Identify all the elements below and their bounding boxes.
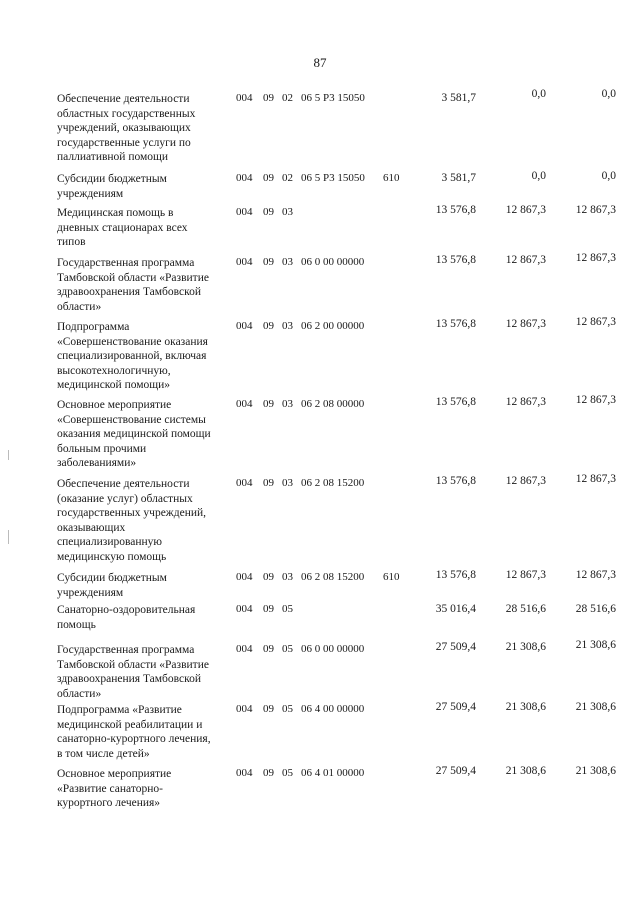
subsection-code: 05 — [282, 767, 293, 779]
sum-year-2: 21 308,6 — [505, 641, 546, 653]
ved-code: 004 — [236, 92, 253, 104]
sum-year-3: 12 867,3 — [575, 473, 616, 485]
section-code: 09 — [263, 92, 274, 104]
section-code: 09 — [263, 172, 274, 184]
ved-code: 004 — [236, 206, 253, 218]
sum-year-2: 21 308,6 — [505, 701, 546, 713]
expense-type-code: 610 — [383, 571, 400, 583]
ved-code: 004 — [236, 320, 253, 332]
sum-year-1: 27 509,4 — [435, 641, 476, 653]
subsection-code: 03 — [282, 477, 293, 489]
target-article-code: 06 2 08 15200 — [301, 477, 365, 489]
subsection-code: 05 — [282, 643, 293, 655]
target-article-code: 06 5 Р3 15050 — [301, 172, 365, 184]
subsection-code: 02 — [282, 172, 293, 184]
sum-year-1: 35 016,4 — [435, 603, 476, 615]
sum-year-3: 12 867,3 — [575, 394, 616, 406]
row-name: Основное мероприятие «Совершенствование системы оказания медицинской помощи больным прочими заболеваниями» — [57, 399, 211, 469]
subsection-code: 05 — [282, 603, 293, 615]
sum-year-2: 12 867,3 — [505, 475, 546, 487]
row-name: Обеспечение деятельности (оказание услуг) областных государственных учреждений, оказывающих специализированную медицинскую помощь — [57, 478, 207, 563]
sum-year-1: 3 581,7 — [441, 172, 476, 184]
subsection-code: 05 — [282, 703, 293, 715]
ved-code: 004 — [236, 643, 253, 655]
sum-year-1: 13 576,8 — [435, 396, 476, 408]
row-name: Основное мероприятие «Развитие санаторно- курортного лечения» — [57, 768, 172, 809]
page-number: 87 — [313, 55, 327, 70]
subsection-code: 03 — [282, 256, 293, 268]
target-article-code: 06 5 Р3 15050 — [301, 92, 365, 104]
sum-year-3: 12 867,3 — [575, 252, 616, 264]
sum-year-1: 27 509,4 — [435, 701, 476, 713]
sum-year-2: 12 867,3 — [505, 569, 546, 581]
sum-year-1: 13 576,8 — [435, 204, 476, 216]
ved-code: 004 — [236, 172, 253, 184]
section-code: 09 — [263, 571, 274, 583]
subsection-code: 03 — [282, 398, 293, 410]
row-name: Субсидии бюджетным учреждениям — [57, 173, 167, 200]
sum-year-2: 21 308,6 — [505, 765, 546, 777]
section-code: 09 — [263, 643, 274, 655]
sum-year-1: 13 576,8 — [435, 475, 476, 487]
subsection-code: 03 — [282, 320, 293, 332]
target-article-code: 06 4 00 00000 — [301, 703, 365, 715]
target-article-code: 06 2 00 00000 — [301, 320, 365, 332]
row-name: Медицинская помощь в дневных стационарах всех типов — [57, 207, 188, 248]
row-name: Подпрограмма «Совершенствование оказания специализированной, включая высокотехнологичную, медицинской помощи» — [57, 321, 208, 391]
sum-year-2: 12 867,3 — [505, 204, 546, 216]
row-name: Обеспечение деятельности областных государственных учреждений, оказывающих государственные услуги по паллиативной помощи — [57, 93, 196, 163]
section-code: 09 — [263, 256, 274, 268]
target-article-code: 06 2 08 15200 — [301, 571, 365, 583]
sum-year-1: 13 576,8 — [435, 318, 476, 330]
scan-artifact — [8, 450, 9, 460]
scan-artifact — [8, 530, 9, 544]
expense-type-code: 610 — [383, 172, 400, 184]
row-name: Субсидии бюджетным учреждениям — [57, 572, 167, 599]
target-article-code: 06 2 08 00000 — [301, 398, 365, 410]
row-name: Государственная программа Тамбовской области «Развитие здравоохранения Тамбовской области» — [57, 644, 209, 700]
sum-year-1: 13 576,8 — [435, 569, 476, 581]
target-article-code: 06 0 00 00000 — [301, 256, 365, 268]
sum-year-2: 0,0 — [531, 88, 546, 100]
sum-year-2: 12 867,3 — [505, 254, 546, 266]
section-code: 09 — [263, 703, 274, 715]
section-code: 09 — [263, 398, 274, 410]
row-name: Санаторно-оздоровительная помощь — [57, 604, 196, 631]
sum-year-3: 12 867,3 — [575, 316, 616, 328]
sum-year-1: 27 509,4 — [435, 765, 476, 777]
row-name: Государственная программа Тамбовской области «Развитие здравоохранения Тамбовской области» — [57, 257, 209, 313]
sum-year-3: 12 867,3 — [575, 204, 616, 216]
sum-year-3: 0,0 — [601, 88, 616, 100]
sum-year-3: 28 516,6 — [575, 603, 616, 615]
sum-year-2: 12 867,3 — [505, 318, 546, 330]
sum-year-2: 12 867,3 — [505, 396, 546, 408]
sum-year-1: 3 581,7 — [441, 92, 476, 104]
subsection-code: 03 — [282, 206, 293, 218]
sum-year-2: 28 516,6 — [505, 603, 546, 615]
sum-year-3: 21 308,6 — [575, 701, 616, 713]
section-code: 09 — [263, 320, 274, 332]
sum-year-3: 21 308,6 — [575, 639, 616, 651]
sum-year-3: 12 867,3 — [575, 569, 616, 581]
subsection-code: 03 — [282, 571, 293, 583]
sum-year-1: 13 576,8 — [435, 254, 476, 266]
ved-code: 004 — [236, 603, 253, 615]
section-code: 09 — [263, 477, 274, 489]
section-code: 09 — [263, 603, 274, 615]
sum-year-3: 21 308,6 — [575, 765, 616, 777]
ved-code: 004 — [236, 477, 253, 489]
ved-code: 004 — [236, 703, 253, 715]
row-name: Подпрограмма «Развитие медицинской реабилитации и санаторно-курортного лечения, в том числе детей» — [57, 704, 211, 760]
ved-code: 004 — [236, 256, 253, 268]
subsection-code: 02 — [282, 92, 293, 104]
target-article-code: 06 4 01 00000 — [301, 767, 365, 779]
section-code: 09 — [263, 206, 274, 218]
ved-code: 004 — [236, 571, 253, 583]
ved-code: 004 — [236, 398, 253, 410]
section-code: 09 — [263, 767, 274, 779]
sum-year-3: 0,0 — [601, 170, 616, 182]
sum-year-2: 0,0 — [531, 170, 546, 182]
target-article-code: 06 0 00 00000 — [301, 643, 365, 655]
ved-code: 004 — [236, 767, 253, 779]
